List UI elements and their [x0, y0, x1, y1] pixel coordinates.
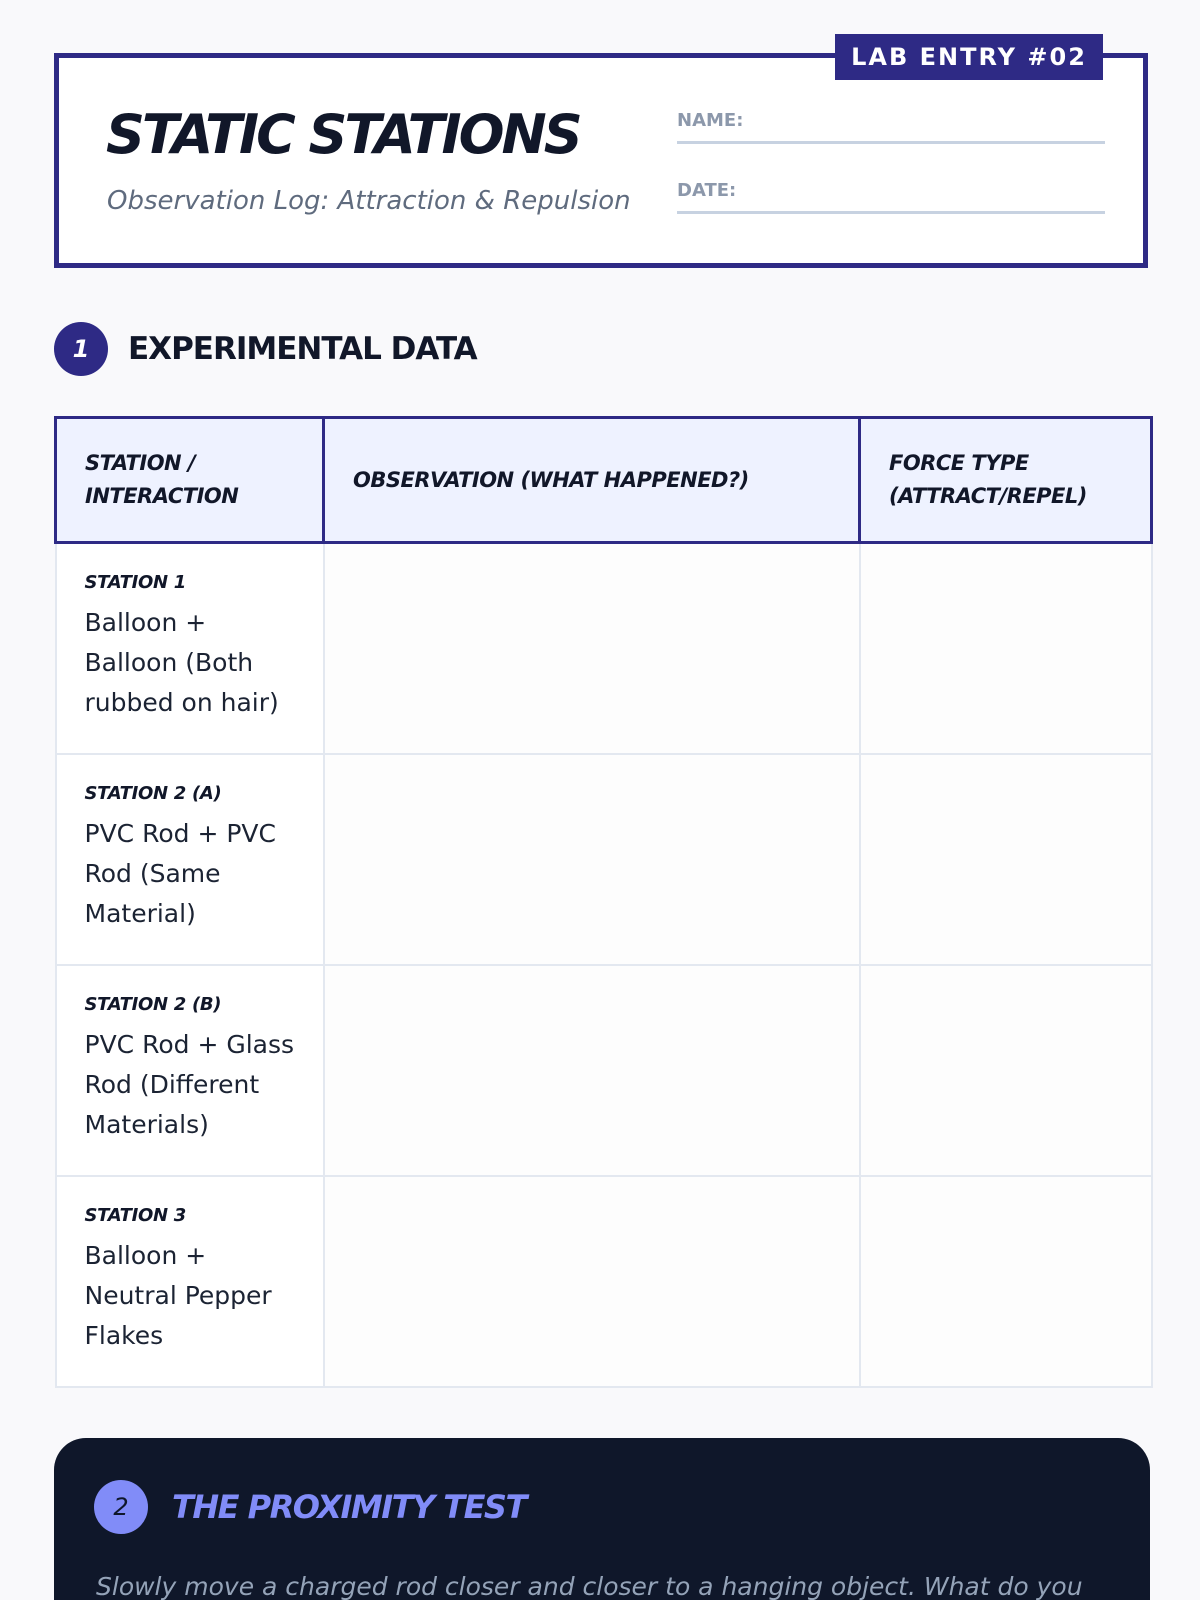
observation-input-cell[interactable] [324, 754, 860, 965]
force-type-input-cell[interactable] [860, 754, 1152, 965]
station-id: STATION 3 [84, 1204, 186, 1226]
header-station-line1: STATION / [85, 451, 196, 475]
header-force-line1: FORCE TYPE [889, 451, 1029, 475]
header-force-type [860, 418, 1152, 543]
force-type-input-cell[interactable] [860, 543, 1152, 754]
station-id: STATION 2 (A) [84, 782, 222, 804]
table-row [56, 965, 1152, 1176]
name-label: NAME: [677, 110, 744, 131]
date-field[interactable] [677, 180, 1105, 214]
name-field[interactable] [677, 110, 1105, 144]
table-header-row [56, 418, 1152, 543]
section-number-badge: 2 [94, 1480, 148, 1534]
table-row [56, 543, 1152, 754]
header-card [54, 53, 1148, 268]
force-type-input-cell[interactable] [860, 1176, 1152, 1387]
section-title: EXPERIMENTAL DATA [128, 331, 477, 367]
table-row [56, 1176, 1152, 1387]
station-cell [56, 754, 324, 965]
station-cell [56, 1176, 324, 1387]
observation-input-cell[interactable] [324, 965, 860, 1176]
header-station-line2: INTERACTION [85, 484, 239, 508]
header-observation: OBSERVATION (WHAT HAPPENED?) [324, 418, 860, 543]
header-force-line2: (ATTRACT/REPEL) [889, 484, 1087, 508]
force-type-input-cell[interactable] [860, 965, 1152, 1176]
station-id: STATION 2 (B) [84, 993, 222, 1015]
header-station [56, 418, 324, 543]
proximity-instructions: Slowly move a charged rod closer and closer to a hanging object. What do you [96, 1572, 1083, 1600]
station-description: PVC Rod + Glass Rod (Different Materials) [84, 1029, 295, 1139]
section-number-badge: 1 [54, 322, 108, 376]
station-id: STATION 1 [84, 572, 186, 593]
station-cell [56, 543, 324, 754]
experimental-data-table [54, 416, 1153, 1388]
section-title: THE PROXIMITY TEST [172, 1488, 526, 1526]
station-description: Balloon + Balloon (Both rubbed on hair) [84, 608, 279, 717]
date-label: DATE: [677, 180, 737, 201]
section-experimental-data-heading [54, 322, 477, 376]
observation-input-cell[interactable] [324, 543, 860, 754]
table-row [56, 754, 1152, 965]
station-description: Balloon + Neutral Pepper Flakes [84, 1240, 272, 1350]
station-cell [56, 965, 324, 1176]
observation-input-cell[interactable] [324, 1176, 860, 1387]
station-description: PVC Rod + PVC Rod (Same Material) [84, 818, 276, 928]
page-title: STATIC STATIONS [106, 103, 580, 166]
page-subtitle: Observation Log: Attraction & Repulsion [107, 186, 631, 216]
lab-entry-badge: LAB ENTRY #02 [835, 34, 1103, 80]
proximity-test-card [54, 1438, 1150, 1600]
section-proximity-heading [94, 1480, 526, 1534]
